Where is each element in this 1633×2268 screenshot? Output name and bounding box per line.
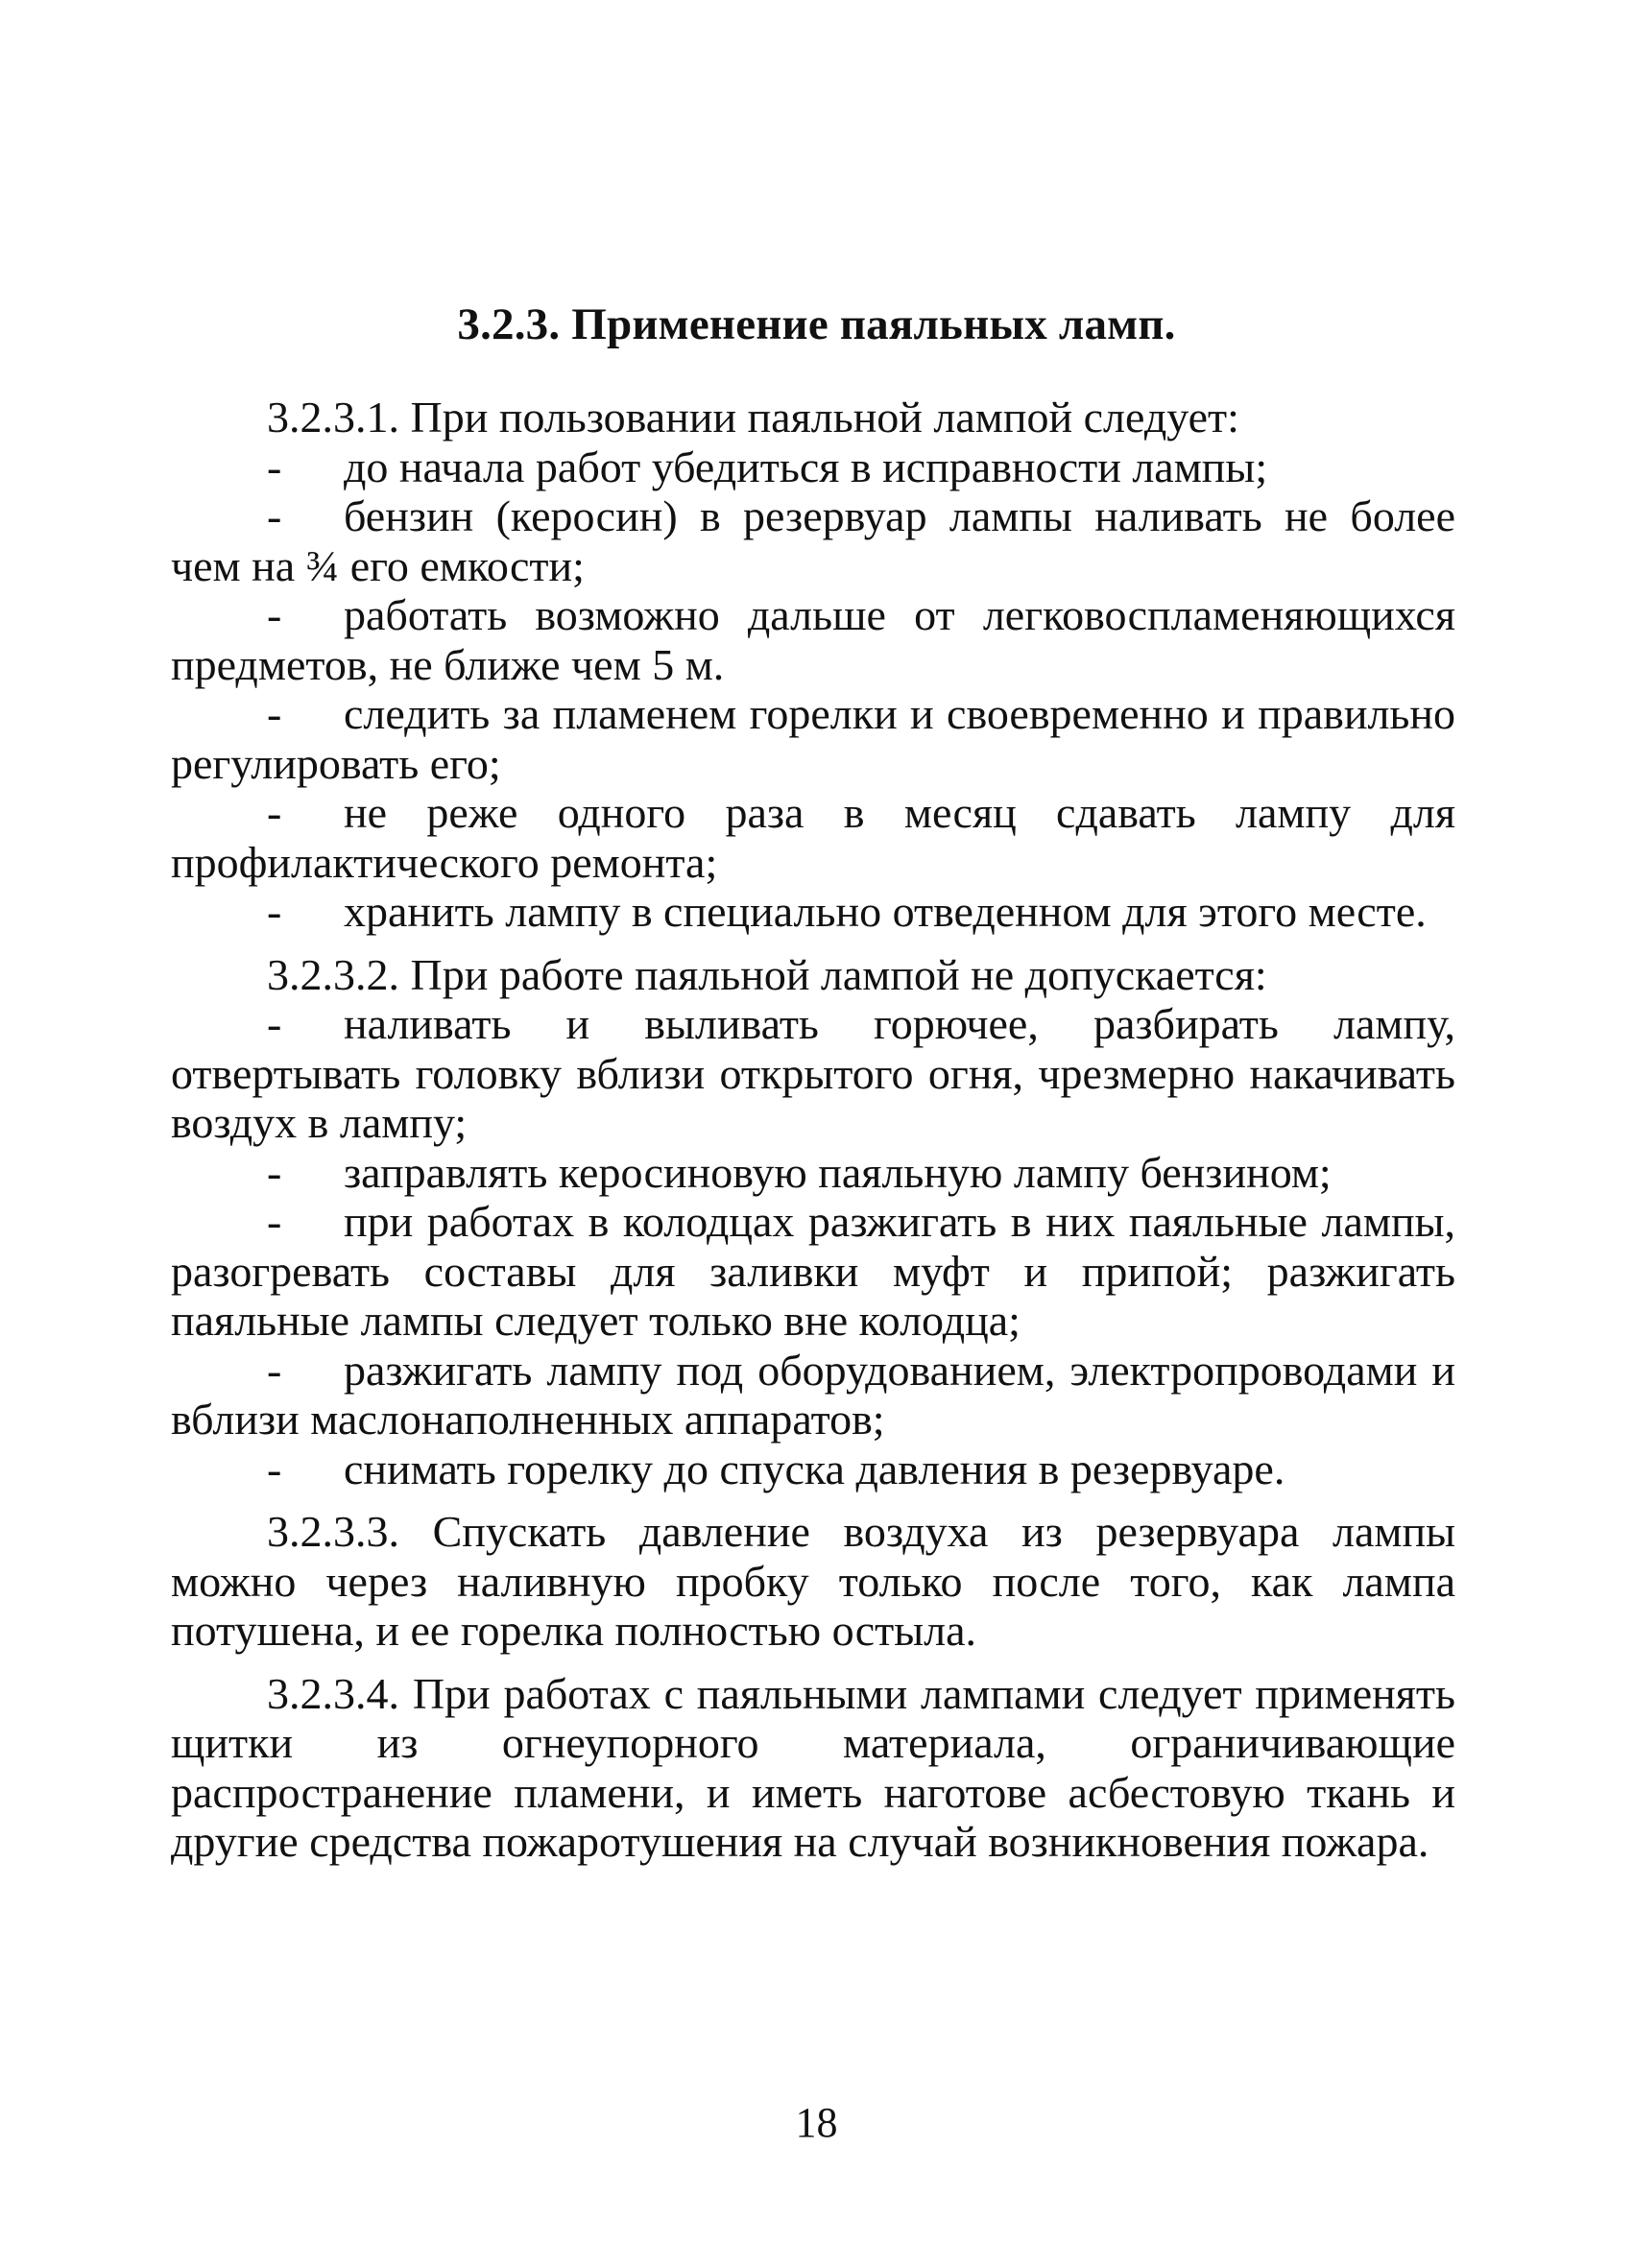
list-item [171,1444,1455,1494]
dash-marker: - [267,887,282,936]
list-item-text: наливать и выливать горючее, разбирать лампу, отвертывать головку вблизи открытого огня, чрезмерно накачивать воздух в лампу; [171,999,1455,1147]
section-3-2-3-4 [171,1669,1455,1867]
list-item-text: снимать горелку до спуска давления в резервуаре. [344,1444,1285,1493]
paragraph-intro: 3.2.3.2. При работе паяльной лампой не допускается: [267,949,1267,999]
dash-marker: - [267,999,282,1048]
list-item [171,788,1455,887]
dash-marker: - [267,788,282,837]
dash-marker: - [267,442,282,491]
dash-marker: - [267,689,282,738]
list-item [171,1197,1455,1346]
dash-marker: - [267,1147,282,1197]
dash-marker: - [267,1444,282,1493]
list-item-text: разжигать лампу под оборудованием, электропроводами и вблизи маслонаполненных аппаратов; [171,1345,1455,1444]
list-item-text: работать возможно дальше от легковоспламеняющихся предметов, не ближе чем 5 м. [171,590,1455,689]
list-item [171,999,1455,1148]
list-item [171,689,1455,788]
list-item-text: до начала работ убедиться в исправности лампы; [344,442,1268,491]
paragraph-body: 3.2.3.3. Спускать давление воздуха из резервуара лампы можно через наливную пробку только после того, как лампа потушена, и ее горелка полностью остыла. [171,1507,1455,1655]
list-item-text: хранить лампу в специально отведенном для этого месте. [344,887,1427,936]
paragraph-body: 3.2.3.4. При работах с паяльными лампами следует применять щитки из огнеупорного материала, ограничивающие распространение пламени, и иметь наготове асбестовую ткань и другие средства пожаротушения на случай возникновения пожара. [171,1668,1455,1866]
document-body [171,393,1455,1867]
section-heading: 3.2.3. Применение паяльных ламп. [457,299,1176,349]
dash-marker: - [267,1197,282,1246]
list-item [171,491,1455,590]
paragraph-intro: 3.2.3.1. При пользовании паяльной лампой следует: [267,393,1239,442]
section-3-2-3-2 [171,950,1455,1494]
list-item [171,442,1455,492]
list-item [171,887,1455,937]
dash-marker: - [267,1345,282,1395]
list-item-text: не реже одного раза в месяц сдавать лампу для профилактического ремонта; [171,788,1455,887]
page-number: 18 [795,2099,838,2146]
list-item [171,1346,1455,1444]
dash-marker: - [267,491,282,540]
section-3-2-3-1 [171,393,1455,937]
section-3-2-3-3 [171,1507,1455,1656]
list-item-text: следить за пламенем горелки и своевременно и правильно регулировать его; [171,689,1455,788]
list-item-text: заправлять керосиновую паяльную лампу бензином; [344,1147,1332,1197]
list-item [171,590,1455,689]
list-item-text: при работах в колодцах разжигать в них паяльные лампы, разогревать составы для заливки муфт и припой; разжигать паяльные лампы следует только вне колодца; [171,1197,1455,1345]
list-item-text: бензин (керосин) в резервуар лампы наливать не более чем на ¾ его емкости; [171,491,1455,590]
dash-marker: - [267,590,282,639]
list-item [171,1148,1455,1198]
